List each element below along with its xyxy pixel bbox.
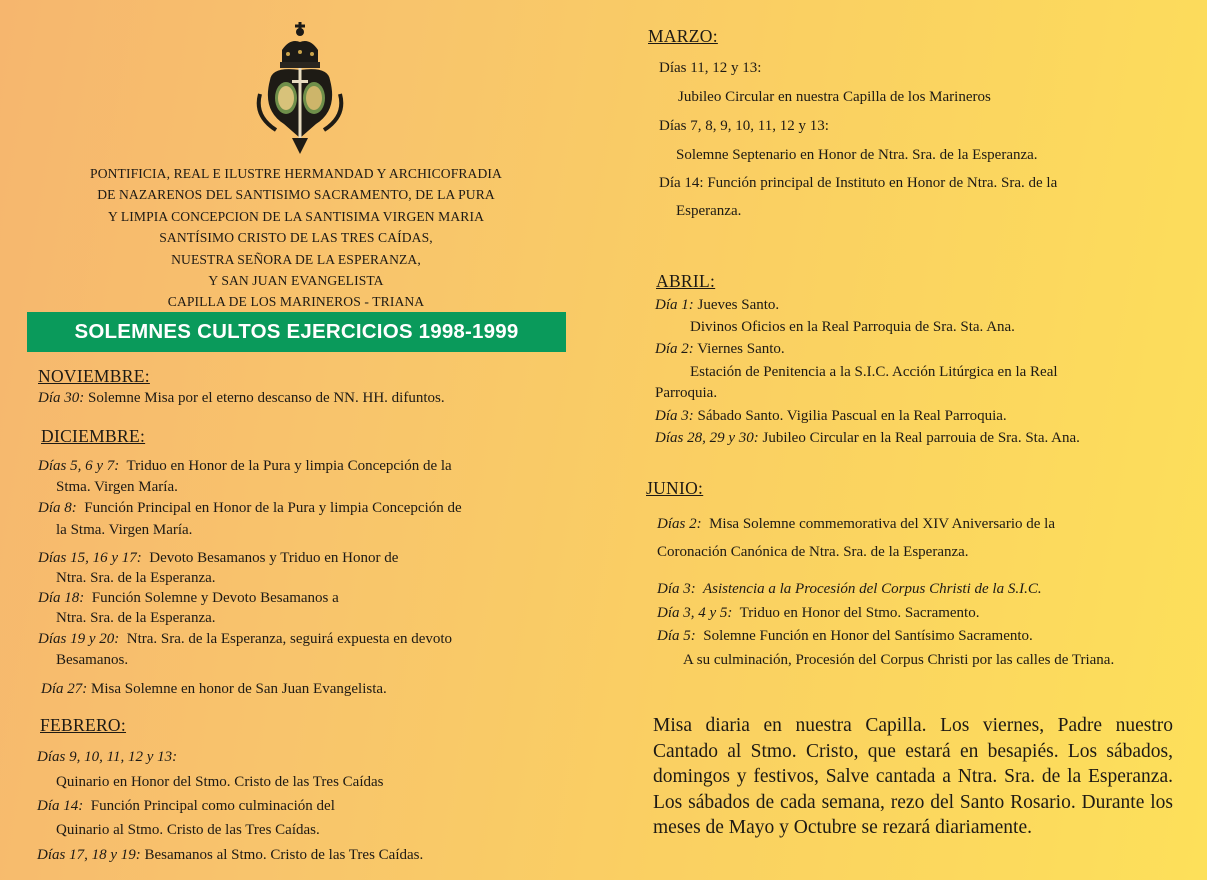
month-heading-febrero: FEBRERO: <box>40 715 127 735</box>
crest-emblem-icon <box>252 20 348 156</box>
entry-continuation: Ntra. Sra. de la Esperanza. <box>56 570 216 586</box>
schedule-entry: Día 14: Función principal de Instituto en Honor de Ntra. Sra. de la <box>659 175 1058 191</box>
title-banner: SOLEMNES CULTOS EJERCICIOS 1998-1999 <box>27 312 566 352</box>
month-heading-diciembre: DICIEMBRE: <box>41 426 146 446</box>
schedule-entry <box>657 627 1033 645</box>
schedule-entry <box>41 680 387 698</box>
entry-day: Días 17, 18 y 19: <box>37 847 141 863</box>
entry-text: Sábado Santo. Vigilia Pascual en la Real Parroquia. <box>693 408 1007 424</box>
entry-text: Función Principal en Honor de la Pura y limpia Concepción de <box>76 500 462 516</box>
brotherhood-title <box>40 163 552 313</box>
schedule-entry <box>657 580 1042 598</box>
entry-continuation: la Stma. Virgen María. <box>56 522 193 538</box>
entry-day: Días 19 y 20: <box>38 631 120 647</box>
schedule-entry: Días 11, 12 y 13: <box>659 60 762 76</box>
entry-day: Día 3: <box>657 581 696 597</box>
schedule-entry <box>657 604 979 622</box>
entry-text: Ntra. Sra. de la Esperanza, seguirá expuesta en devoto <box>119 631 453 647</box>
schedule-entry <box>38 457 452 475</box>
entry-continuation: Quinario en Honor del Stmo. Cristo de las Tres Caídas <box>56 774 384 790</box>
entry-continuation: Stma. Virgen María. <box>56 479 178 495</box>
entry-day: Día 14: <box>37 798 84 814</box>
schedule-entry <box>655 296 779 314</box>
schedule-entry <box>38 499 462 517</box>
header-line: SANTÍSIMO CRISTO DE LAS TRES CAÍDAS, <box>159 230 433 246</box>
header-line: Y SAN JUAN EVANGELISTA <box>208 273 384 289</box>
entry-day: Días 15, 16 y 17: <box>38 550 142 566</box>
entry-day: Día 1: <box>655 297 694 313</box>
entry-continuation: Solemne Septenario en Honor de Ntra. Sra. de la Esperanza. <box>676 147 1038 163</box>
entry-text: Solemne Misa por el eterno descanso de NN. HH. difuntos. <box>84 390 445 406</box>
entry-continuation: Estación de Penitencia a la S.I.C. Acción Litúrgica en la Real <box>690 364 1058 380</box>
schedule-entry <box>655 340 785 358</box>
entry-continuation: A su culminación, Procesión del Corpus Christi por las calles de Triana. <box>683 652 1115 668</box>
entry-day: Día 27: <box>41 681 88 697</box>
entry-continuation: Besamanos. <box>56 652 129 668</box>
entry-day: Día 18: <box>38 590 85 606</box>
entry-day: Días 28, 29 y 30: <box>655 430 759 446</box>
entry-day: Día 5: <box>657 628 696 644</box>
schedule-entry <box>657 515 1055 533</box>
entry-day: Día 2: <box>655 341 694 357</box>
entry-day: Día 8: <box>38 500 77 516</box>
header-line: Y LIMPIA CONCEPCION DE LA SANTISIMA VIRGEN MARIA <box>107 208 484 224</box>
entry-text: Jubileo Circular en la Real parrouia de Sra. Sta. Ana. <box>758 430 1080 446</box>
entry-text: Jueves Santo. <box>693 297 780 313</box>
entry-continuation: Quinario al Stmo. Cristo de las Tres Caídas. <box>56 822 320 838</box>
entry-text: Besamanos al Stmo. Cristo de las Tres Caídas. <box>140 847 424 863</box>
month-heading-noviembre: NOVIEMBRE: <box>38 366 150 386</box>
schedule-entry <box>38 549 398 567</box>
entry-day: Día 30: <box>38 390 85 406</box>
entry-continuation: Jubileo Circular en nuestra Capilla de los Marineros <box>678 89 991 105</box>
schedule-entry <box>655 407 1007 425</box>
month-heading-abril: ABRIL: <box>656 271 716 291</box>
entry-day: Día 3, 4 y 5: <box>657 605 733 621</box>
entry-day: Días 5, 6 y 7: <box>38 458 120 474</box>
schedule-entry <box>655 429 1080 447</box>
schedule-entry <box>37 846 423 864</box>
entry-text: Triduo en Honor del Stmo. Sacramento. <box>732 605 980 621</box>
entry-day: Días 9, 10, 11, 12 y 13: <box>37 749 178 765</box>
header-line: PONTIFICIA, REAL E ILUSTRE HERMANDAD Y ARCHICOFRADIA <box>90 166 502 181</box>
schedule-entry <box>38 389 445 407</box>
header-line: NUESTRA SEÑORA DE LA ESPERANZA, <box>171 251 421 267</box>
entry-text: Misa Solemne en honor de San Juan Evangelista. <box>87 681 387 697</box>
entry-text: Función Principal como culminación del <box>83 798 335 814</box>
entry-text: Viernes Santo. <box>693 341 785 357</box>
schedule-entry: Días 7, 8, 9, 10, 11, 12 y 13: <box>659 118 829 134</box>
entry-day: Días 2: <box>657 516 702 532</box>
schedule-entry <box>38 589 339 607</box>
entry-text: Asistencia a la Procesión del Corpus Christi de la S.I.C. <box>695 581 1042 597</box>
header-line: CAPILLA DE LOS MARINEROS - TRIANA <box>167 294 425 310</box>
entry-text: Función Solemne y Devoto Besamanos a <box>84 590 339 606</box>
month-heading-marzo: MARZO: <box>648 26 718 46</box>
entry-continuation: Ntra. Sra. de la Esperanza. <box>56 610 216 626</box>
entry-continuation: Parroquia. <box>655 385 718 401</box>
schedule-entry <box>38 630 452 648</box>
header-line: DE NAZARENOS DEL SANTISIMO SACRAMENTO, DE LA PURA <box>97 187 495 203</box>
month-heading-junio: JUNIO: <box>646 478 704 498</box>
entry-text: Misa Solemne commemorativa del XIV Aniversario de la <box>701 516 1055 532</box>
schedule-entry <box>37 748 177 766</box>
entry-continuation: Esperanza. <box>676 203 742 219</box>
entry-continuation: Coronación Canónica de Ntra. Sra. de la Esperanza. <box>657 544 969 560</box>
entry-text: Devoto Besamanos y Triduo en Honor de <box>141 550 399 566</box>
entry-day: Día 3: <box>655 408 694 424</box>
daily-mass-notice: Misa diaria en nuestra Capilla. Los viernes, Padre nuestro Cantado al Stmo. Cristo, que estará en besapiés. Los sábados, domingos y festivos, Salve cantada a Ntra. Sra. de la Esperanza. Los sábados de cada semana, rezo del Santo Rosario. Durante los meses de Mayo y Octubre se rezará diariamente. <box>653 715 1173 838</box>
entry-text: Solemne Función en Honor del Santísimo Sacramento. <box>695 628 1033 644</box>
entry-continuation: Divinos Oficios en la Real Parroquia de Sra. Sta. Ana. <box>690 319 1015 335</box>
entry-text: Triduo en Honor de la Pura y limpia Concepción de la <box>119 458 452 474</box>
schedule-entry <box>37 797 335 815</box>
